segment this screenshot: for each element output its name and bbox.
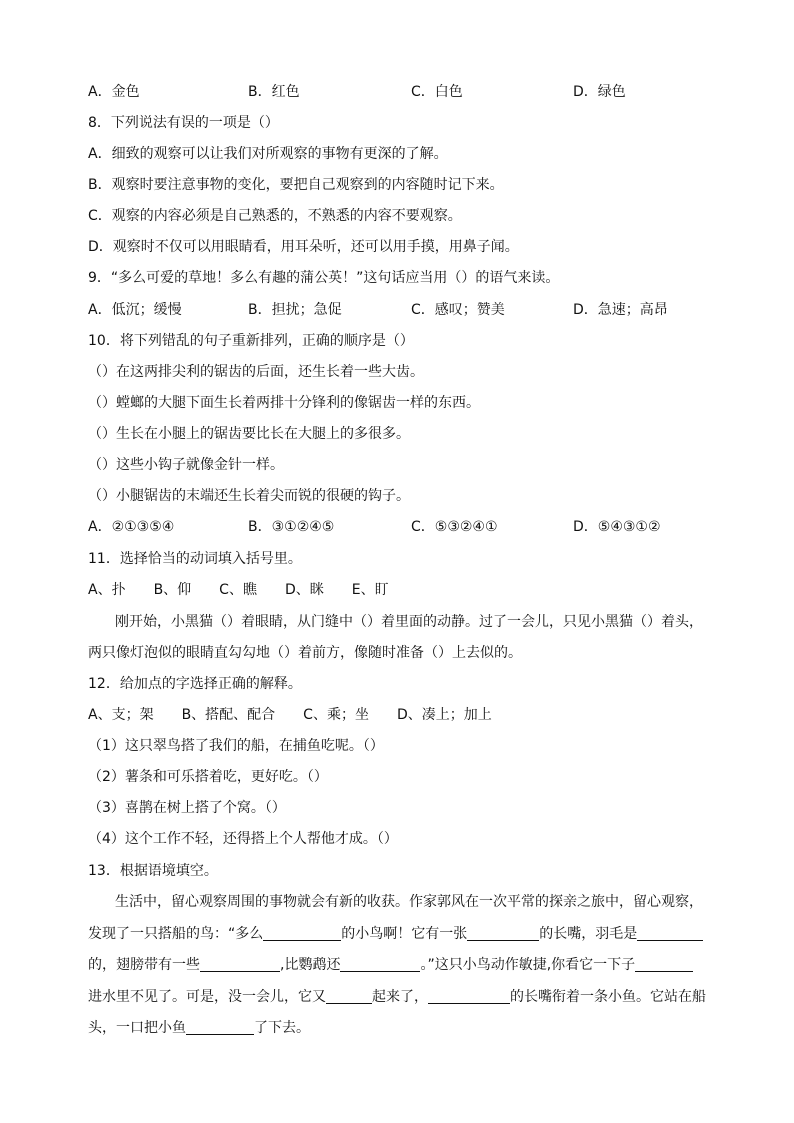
q13-blank-6[interactable] xyxy=(635,955,693,972)
q9-stem: 9．“多么可爱的草地！多么有趣的蒲公英！”这句话应当用（）的语气来读。 xyxy=(88,270,560,286)
q13-line-2-text-1: 发现了一只搭船的鸟：“多么 xyxy=(88,926,264,942)
q13-line-4-text-1: 进水里不见了。可是，没一会儿，它又 xyxy=(88,989,326,1005)
q13-line-5-text-2: 了下去。 xyxy=(254,1020,310,1036)
q8-stem: 8．下列说法有误的一项是（） xyxy=(88,115,279,131)
q10-item-5: （）小腿锯齿的末端还生长着尖而锐的很硬的钩子。 xyxy=(88,488,410,504)
q13-blank-9[interactable] xyxy=(186,1018,254,1035)
q13-blank-5[interactable] xyxy=(340,955,420,972)
q9-option-c: C．感叹；赞美 xyxy=(411,302,505,318)
q10-option-c: C．⑤③②④① xyxy=(411,519,498,535)
q13-line-3 xyxy=(88,955,693,975)
q10-item-1: （）在这两排尖利的锯齿的后面，还生长着一些大齿。 xyxy=(88,364,424,380)
q9-option-d: D．急速；高昂 xyxy=(573,302,668,318)
q13-line-2-text-3: 的长嘴，羽毛是 xyxy=(539,926,638,942)
q9-option-b: B．担扰；急促 xyxy=(248,302,342,318)
q10-item-3: （）生长在小腿上的锯齿要比长在大腿上的多很多。 xyxy=(88,426,410,442)
q13-line-3-text-2: ,比鹦鹉还 xyxy=(280,957,341,973)
q7-option-c: C．白色 xyxy=(411,84,463,100)
q10-option-b: B．③①②④⑤ xyxy=(248,519,335,535)
q13-line-5-text-1: 头，一口把小鱼 xyxy=(88,1020,186,1036)
q8-option-c: C．观察的内容必须是自己熟悉的，不熟悉的内容不要观察。 xyxy=(88,208,462,224)
q7-option-a: A．金色 xyxy=(88,84,140,100)
q13-line-2 xyxy=(88,924,703,944)
q9-option-a: A．低沉；缓慢 xyxy=(88,302,182,318)
q10-item-2: （）螳螂的大腿下面生长着两排十分锋利的像锯齿一样的东西。 xyxy=(88,395,480,411)
q10-item-4: （）这些小钩子就像金针一样。 xyxy=(88,457,284,473)
q12-item-1: （1）这只翠鸟搭了我们的船，在捕鱼吃呢。（） xyxy=(88,738,384,754)
q13-line-4-text-2: 起来了， xyxy=(372,989,428,1005)
q13-line-4-text-3: 的长嘴衔着一条小鱼。它站在船 xyxy=(510,989,706,1005)
q13-blank-3[interactable] xyxy=(637,924,703,941)
q10-option-a: A．②①③⑤④ xyxy=(88,519,175,535)
q13-blank-4[interactable] xyxy=(200,955,280,972)
q12-choices: A、支；架 B、搭配、配合 C、乘；坐 D、凑上；加上 xyxy=(88,707,492,723)
q13-blank-2[interactable] xyxy=(467,924,539,941)
q13-blank-8[interactable] xyxy=(428,987,510,1004)
q13-line-3-text-3: 。”这只小鸟动作敏捷,你看它一下子 xyxy=(420,957,636,973)
q13-stem: 13．根据语境填空。 xyxy=(88,863,218,879)
q8-option-a: A．细致的观察可以让我们对所观察的事物有更深的了解。 xyxy=(88,146,448,162)
q10-option-d: D．⑤④③①② xyxy=(573,519,661,535)
q12-item-4: （4）这个工作不轻，还得搭上个人帮他才成。（） xyxy=(88,831,398,847)
q13-line-1: 生活中，留心观察周围的事物就会有新的收获。作家郭风在一次平常的探亲之旅中，留心观察， xyxy=(115,894,703,910)
q12-item-2: （2）薯条和可乐搭着吃，更好吃。（） xyxy=(88,769,328,785)
q11-paragraph-line-1: 刚开始，小黑猫（）着眼睛，从门缝中（）着里面的动静。过了一会儿，只见小黑猫（）着头， xyxy=(115,614,703,630)
q8-option-b: B．观察时要注意事物的变化，要把自己观察到的内容随时记下来。 xyxy=(88,177,504,193)
q8-option-d: D．观察时不仅可以用眼睛看，用耳朵听，还可以用手摸，用鼻子闻。 xyxy=(88,239,519,255)
q12-item-3: （3）喜鹊在树上搭了个窝。（） xyxy=(88,800,286,816)
q12-stem: 12．给加点的字选择正确的解释。 xyxy=(88,676,302,692)
q7-option-d: D．绿色 xyxy=(573,84,626,100)
q11-stem: 11．选择恰当的动词填入括号里。 xyxy=(88,551,302,567)
q13-blank-1[interactable] xyxy=(263,924,341,941)
q13-line-2-text-2: 的小鸟啊！它有一张 xyxy=(341,926,468,942)
q13-line-4 xyxy=(88,987,706,1007)
q10-stem: 10．将下列错乱的句子重新排列，正确的顺序是（） xyxy=(88,333,414,349)
q13-line-5 xyxy=(88,1018,310,1038)
q11-paragraph-line-2: 两只像灯泡似的眼睛直勾勾地（）着前方，像随时准备（）上去似的。 xyxy=(88,645,522,661)
q7-option-b: B．红色 xyxy=(248,84,300,100)
q13-blank-7[interactable] xyxy=(326,987,372,1004)
q11-choices: A、扑 B、仰 C、瞧 D、眯 E、盯 xyxy=(88,582,389,598)
q13-line-3-text-1: 的，翅膀带有一些 xyxy=(88,957,200,973)
